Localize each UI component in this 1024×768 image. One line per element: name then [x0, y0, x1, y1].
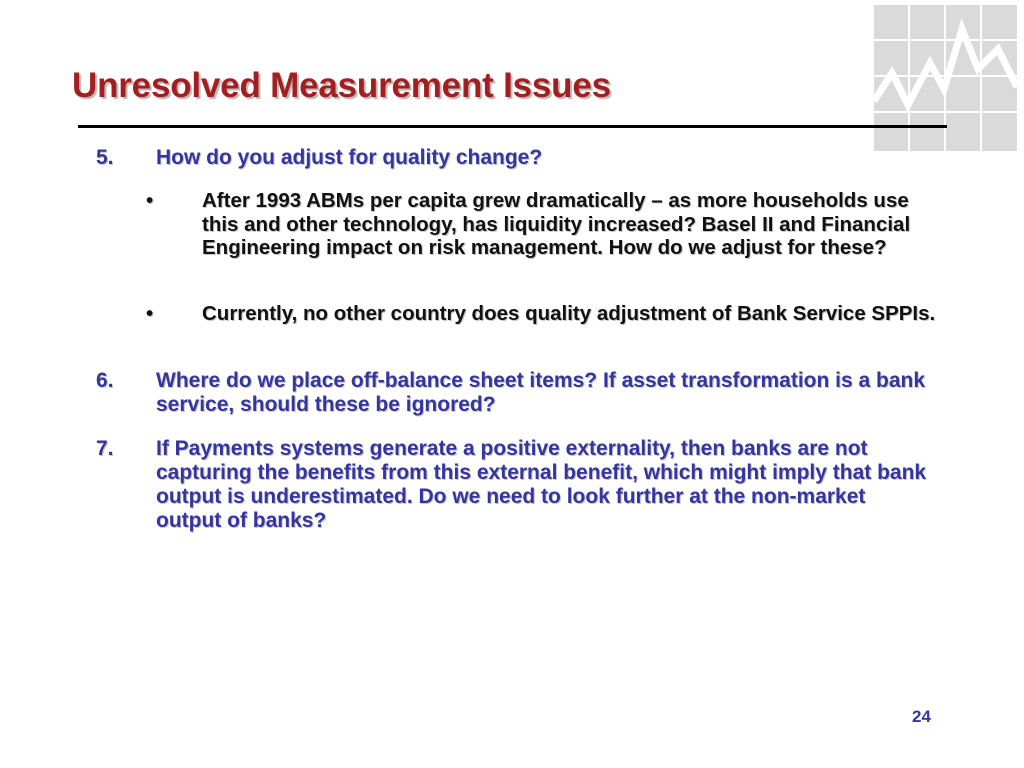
bullet-marker: •: [146, 302, 154, 325]
numbered-item: [96, 369, 936, 417]
bullet-item: [146, 302, 936, 326]
bullet-marker: •: [146, 189, 154, 212]
item-number: 6.: [96, 369, 114, 392]
bullet-text: After 1993 ABMs per capita grew dramatically – as more households use this and other technology, has liquidity increased? Basel II and Financial Engineering impact on risk management. How do we adjust for these?: [202, 189, 911, 259]
numbered-item: [96, 437, 936, 533]
chart-logo-icon: [874, 5, 1017, 151]
item-text: How do you adjust for quality change?: [156, 146, 543, 169]
item-text: Where do we place off-balance sheet items? If asset transformation is a bank service, should these be ignored?: [156, 369, 926, 416]
item-text: If Payments systems generate a positive externality, then banks are not capturing the benefits from this external benefit, which might imply that bank output is underestimated. Do we need to look further at the non-market output of banks?: [156, 437, 927, 532]
title-divider: [78, 125, 947, 128]
bullet-text: Currently, no other country does quality adjustment of Bank Service SPPIs.: [202, 302, 936, 325]
numbered-item: [96, 146, 936, 170]
item-number: 5.: [96, 146, 114, 169]
slide-title: Unresolved Measurement Issues: [72, 66, 611, 105]
page-number: 24: [912, 707, 931, 726]
bullet-item: [146, 189, 936, 260]
item-number: 7.: [96, 437, 114, 460]
